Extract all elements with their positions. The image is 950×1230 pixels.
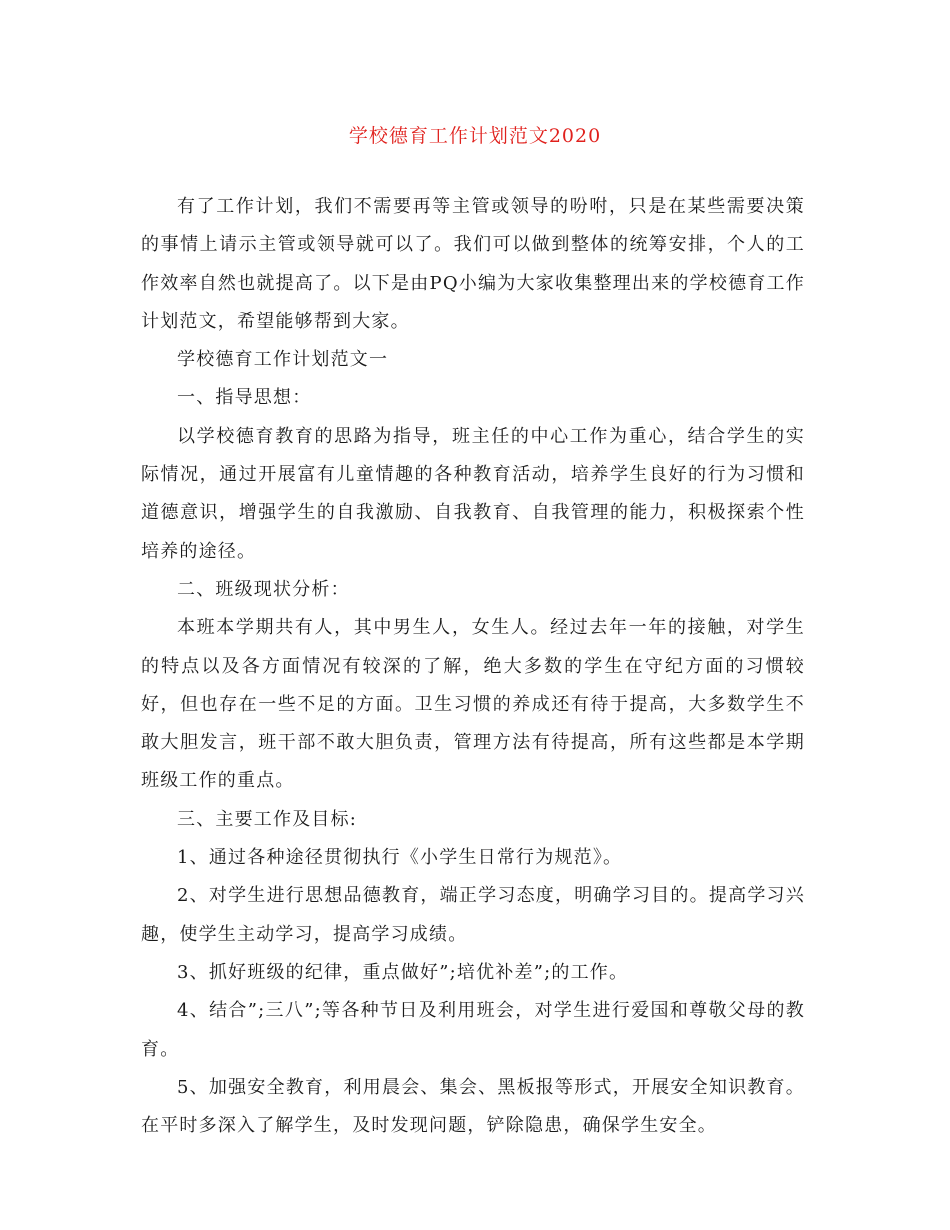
- section-heading-class-analysis: 二、班级现状分析：: [177, 578, 350, 600]
- section-heading-plan-one: 学校德育工作计划范文一: [177, 349, 389, 371]
- list-item-4: 4、结合”;三八”;等各种节日及利用班会，对学生进行爱国和尊敬父母的教育。: [141, 1000, 805, 1060]
- paragraph-guiding-thought: 以学校德育教育的思路为指导，班主任的中心工作为重心，结合学生的实际情况，通过开展富有儿童情趣的各种教育活动，培养学生良好的行为习惯和道德意识，增强学生的自我激励、自我教育、自我管理的能力，积极探索个性培养的途径。: [141, 425, 805, 562]
- document-body: [141, 188, 805, 1145]
- paragraph-intro: 有了工作计划，我们不需要再等主管或领导的吩咐，只是在某些需要决策的事情上请示主管或领导就可以了。我们可以做到整体的统筹安排，个人的工作效率自然也就提高了。以下是由PQ小编为大家收集整理出来的学校德育工作计划范文，希望能够帮到大家。: [141, 196, 805, 332]
- section-heading-main-work: 三、主要工作及目标:: [177, 808, 358, 830]
- list-item-3: 3、抓好班级的纪律，重点做好”;培优补差”;的工作。: [177, 961, 629, 983]
- paragraph-class-analysis: 本班本学期共有人，其中男生人，女生人。经过去年一年的接触，对学生的特点以及各方面情况有较深的了解，绝大多数的学生在守纪方面的习惯较好，但也存在一些不足的方面。卫生习惯的养成还有待于提高，大多数学生不敢大胆发言，班干部不敢大胆负责，管理方法有待提高，所有这些都是本学期班级工作的重点。: [141, 617, 805, 792]
- document-title: 学校德育工作计划范文2020: [348, 125, 602, 147]
- section-heading-guiding-thought: 一、指导思想：: [177, 387, 312, 409]
- list-item-2: 2、对学生进行思想品德教育，端正学习态度，明确学习目的。提高学习兴趣，使学生主动学习，提高学习成绩。: [141, 885, 805, 945]
- list-item-1: 1、通过各种途径贯彻执行《小学生日常行为规范》。: [177, 847, 623, 869]
- list-item-5: 5、加强安全教育，利用晨会、集会、黑板报等形式，开展安全知识教育。在平时多深入了解学生，及时发现问题，铲除隐患，确保学生安全。: [141, 1076, 805, 1137]
